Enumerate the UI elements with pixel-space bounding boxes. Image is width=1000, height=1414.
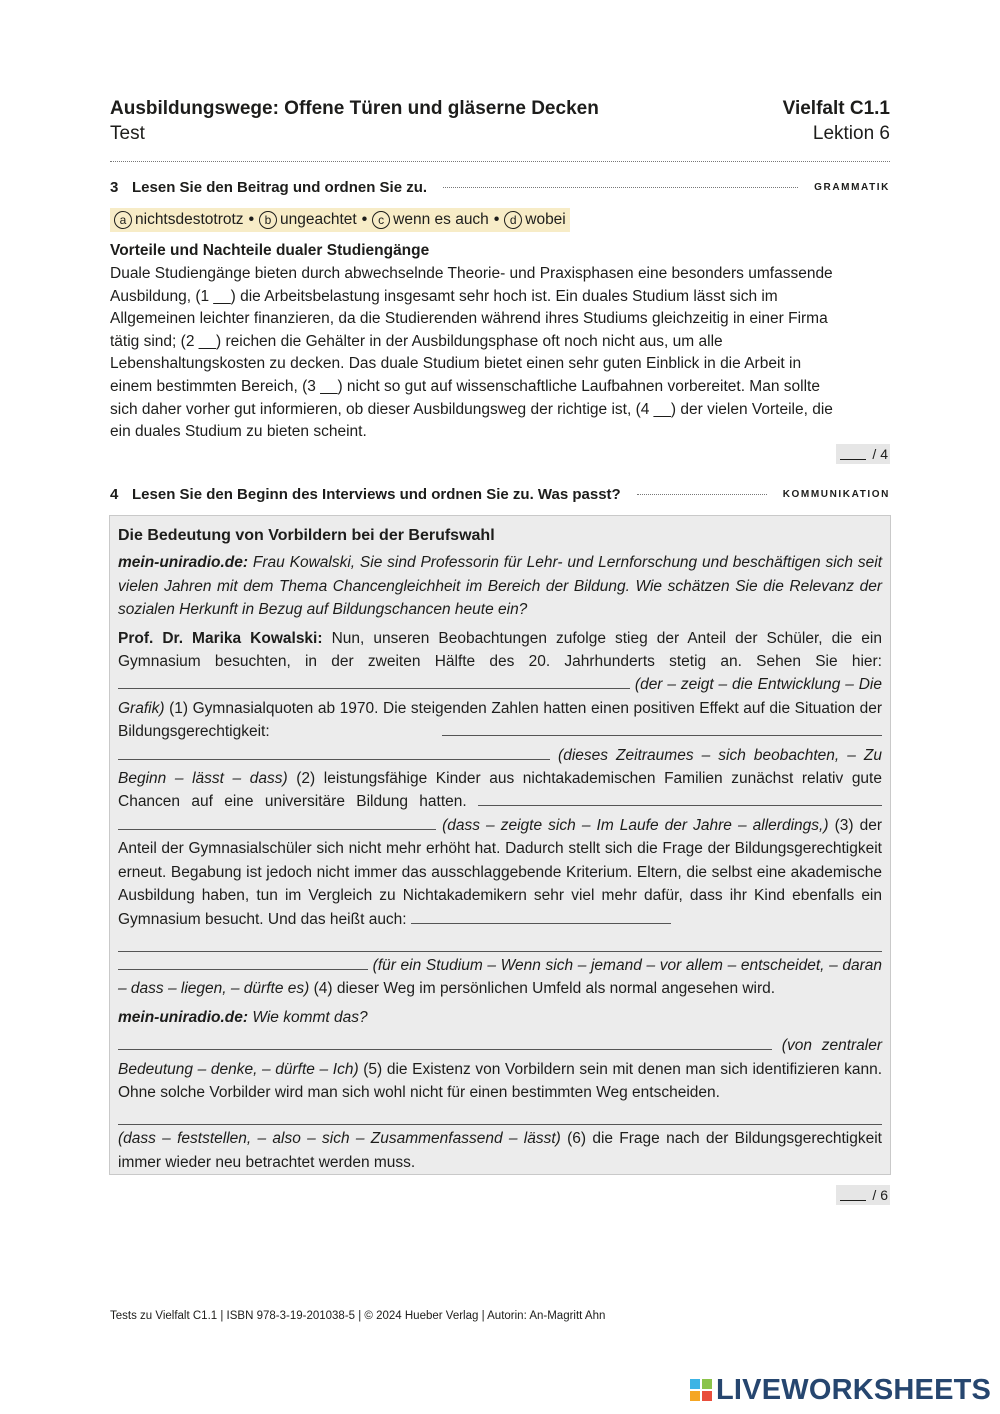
answer-line-1[interactable] <box>118 674 630 689</box>
task4-instruction: Lesen Sie den Beginn des Interviews und ordnen Sie zu. Was passt? <box>132 485 621 503</box>
score-input[interactable] <box>840 1189 866 1201</box>
interview-question-2 <box>118 1006 882 1029</box>
logo-square <box>702 1391 712 1401</box>
worksheet-title: Ausbildungswege: Offene Türen und gläserne Decken <box>110 98 599 119</box>
option-d-letter: d <box>504 211 522 229</box>
logo-square <box>690 1379 700 1389</box>
question-text: Frau Kowalski, Sie sind Professorin für Lehr- und Lernforschung und beschäftigen sich seit vielen Jahren mit dem Thema Chancengleichheit im Bereich der Bildung. Wie schätzen Sie die Relevanz der sozialen Herkunft in Bezug auf Bildungschancen heute ein? <box>118 554 883 619</box>
task4-category: KOMMUNIKATION <box>782 488 890 500</box>
task3-category: GRAMMATIK <box>814 181 890 193</box>
speaker-radio: mein-uniradio.de: <box>118 554 249 572</box>
task4-score-box <box>836 1185 890 1205</box>
answer-line-4b[interactable] <box>118 931 882 952</box>
hint-2: (dieses Zeitraumes – sich beobachten, – Zu Beginn – lässt – dass) <box>118 746 882 788</box>
dotted-leader <box>637 494 767 495</box>
liveworksheets-wordmark: LIVEWORKSHEETS <box>716 1373 992 1406</box>
option-b-letter: b <box>259 211 277 229</box>
answer-text-6: (6) die Frage nach der Bildungsgerechtigkeit immer wieder neu betrachtet werden muss. <box>118 1130 882 1171</box>
answer-text-4: (4) dieser Weg im persönlichen Umfeld als normal angesehen wird. <box>313 980 776 998</box>
article-part: nicht so gut auf wissenschaftliche Laufbahnen vorbereitet. Man sollte sich daher vorher gut informieren, ob dieser Ausbildungsweg der richtige ist, <box>110 377 820 418</box>
hint-4: (für ein Studium – Wenn sich – jemand – vor allem – entscheidet, – daran – dass – liegen, – dürfte es) <box>118 956 882 998</box>
answer-text-2: (2) leistungsfähige Kinder aus nichtakademischen Familien zunächst relativ gute Chancen auf eine universitäre Bildung hatten. <box>118 770 882 811</box>
task3-number: 3 <box>110 178 119 196</box>
answer-text-5: (5) die Existenz von Vorbildern sein mit denen man sich identifizieren kann. Ohne solche Vorbilder wird man sich wohl nicht für einen bestimmten Weg entscheiden. <box>118 1060 883 1101</box>
logo-square <box>690 1391 700 1401</box>
task3-instruction: Lesen Sie den Beitrag und ordnen Sie zu. <box>132 178 428 196</box>
interview-answer-1 <box>118 627 882 1001</box>
gap-2[interactable]: (2 __) <box>180 332 222 350</box>
page-header <box>110 96 890 162</box>
answer-text-3: (3) der Anteil der Gymnasialschüler sich nicht mehr erhöht hat. Dadurch stellt sich die Frage der Bildungsgerechtigkeit erneut. Begabung ist jedoch nicht immer das ausschlaggebende Kriterium. Eltern, die selbst eine akademische Ausbildung haben, tun im Vergleich zu Nichtakademikern sehr viel mehr dafür, dass ihr Kind ebenfalls ein Gymnasium besucht. Und das heißt auch: <box>118 816 882 928</box>
option-separator: • <box>361 211 368 228</box>
hint-1: (der – zeigt – die Entwicklung – Die Grafik) <box>118 676 882 717</box>
options-box <box>110 208 570 232</box>
option-c-letter: c <box>372 211 390 229</box>
article-text <box>110 263 840 444</box>
option-d-word: wobei <box>525 211 566 228</box>
task4-number: 4 <box>110 485 119 503</box>
footer-credits: Tests zu Vielfalt C1.1 | ISBN 978-3-19-201038-5 | © 2024 Hueber Verlag | Autorin: An-Magritt Ahn <box>110 1310 606 1322</box>
task3-heading <box>110 177 890 197</box>
answer-text-1: (1) Gymnasialquoten ab 1970. Die steigenden Zahlen hatten einen positiven Effekt auf die Situation der Bildungsgerechtigkeit: <box>118 699 882 741</box>
speaker-professor: Prof. Dr. Marika Kowalski: <box>118 629 323 647</box>
task3-score-box <box>836 444 890 464</box>
article-part: Duale Studiengänge bieten durch abwechselnde Theorie- und Praxisphasen eine besonders umfassende Ausbildung, <box>110 265 833 305</box>
answer-line-3a[interactable] <box>478 791 882 806</box>
lesson-label: Lektion 6 <box>812 123 890 144</box>
answer-line-3b[interactable] <box>118 815 436 830</box>
gap-3[interactable]: (3 __) <box>302 377 343 395</box>
answer-line-4c[interactable] <box>118 955 368 970</box>
interview-answer-2 <box>118 1034 882 1174</box>
article-part: die Arbeitsbelastung insgesamt sehr hoch ist. Ein duales Studium lässt sich im Allgemeinen leichter finanzieren, da die Studierenden während ihres Studiums gleichzeitig in einer Firma tätig sind; <box>110 287 828 350</box>
hint-6: (dass – feststellen, – also – sich – Zusammenfassend – lässt) <box>118 1130 561 1148</box>
option-b-word: ungeachtet <box>280 211 357 228</box>
dotted-leader <box>443 187 798 188</box>
option-a-word: nichtsdestotrotz <box>135 211 244 228</box>
option-separator: • <box>493 211 500 228</box>
task3-score-max: / 4 <box>872 446 888 462</box>
logo-square <box>702 1379 712 1389</box>
answer-line-6[interactable] <box>118 1104 882 1125</box>
speaker-radio: mein-uniradio.de: <box>118 1008 249 1026</box>
score-input[interactable] <box>840 448 866 460</box>
answer-line-2a[interactable] <box>442 721 882 736</box>
worksheet-subtitle: Test <box>110 123 145 144</box>
liveworksheets-logo <box>690 1375 991 1405</box>
interview-question-1 <box>118 551 882 621</box>
interview-box <box>109 515 891 1175</box>
liveworksheets-icon <box>690 1379 712 1401</box>
option-a-letter: a <box>114 211 132 229</box>
question-text: Wie kommt das? <box>252 1008 368 1026</box>
hint-3: (dass – zeigte sich – Im Laufe der Jahre – allerdings,) <box>442 816 829 834</box>
answer-line-2b[interactable] <box>118 745 550 760</box>
task4-heading <box>110 484 890 504</box>
option-separator: • <box>248 211 254 228</box>
article-part: der vielen Vorteile, die ein duales Studium zu bieten scheint. <box>110 400 833 441</box>
gap-1[interactable]: (1 __) <box>195 287 236 305</box>
hint-5: (von zentraler Bedeutung – denke, – dürfte – Ich) <box>118 1037 883 1078</box>
task4-score-max: / 6 <box>872 1187 888 1203</box>
answer-line-5[interactable] <box>118 1035 772 1050</box>
interview-title: Die Bedeutung von Vorbildern bei der Berufswahl <box>118 527 495 544</box>
answer-line-4a[interactable] <box>411 909 671 924</box>
answer-intro: Nun, unseren Beobachtungen zufolge stieg der Anteil der Schüler, die ein Gymnasium besuchten, in der zweiten Hälfte des 20. Jahrhunderts stetig an. Sehen Sie hier: <box>118 629 882 671</box>
article-title: Vorteile und Nachteile dualer Studiengänge <box>110 242 430 259</box>
article-part: reichen die Gehälter in der Ausbildungsphase oft noch nicht aus, um alle Lebenshaltungskosten zu decken. Das duale Studium bietet einen sehr guten Einblick in die Arbeit in einem bestimmten Bereich, <box>110 332 802 395</box>
option-c-word: wenn es auch <box>393 211 489 228</box>
gap-4[interactable]: (4 __) <box>635 400 677 418</box>
book-title: Vielfalt C1.1 <box>782 98 890 119</box>
